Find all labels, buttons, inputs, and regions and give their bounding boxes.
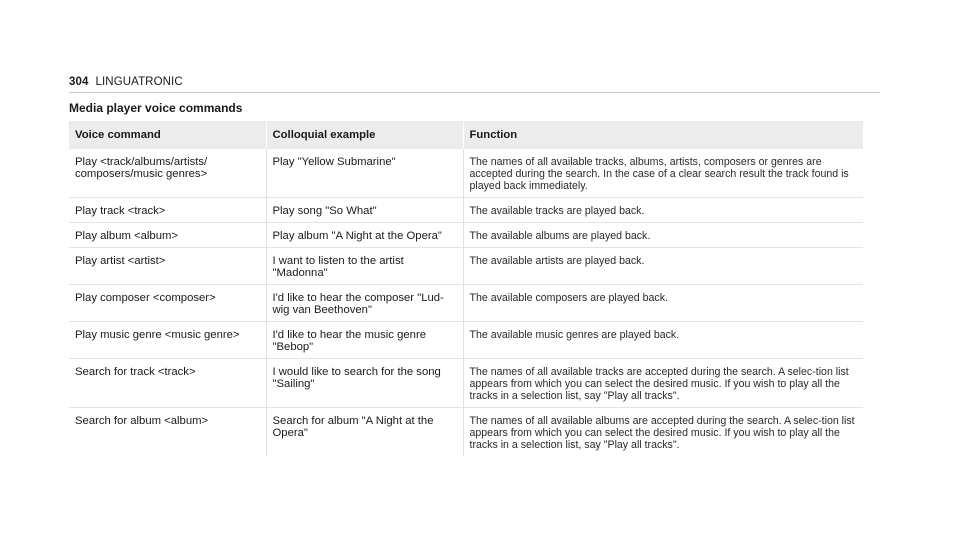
table-row: [69, 198, 863, 223]
header-divider: [69, 92, 880, 93]
cell-function: The available composers are played back.: [463, 285, 863, 322]
cell-voice-command: Play <track/albums/artists/ composers/music genres>: [69, 149, 266, 198]
cell-voice-command: Play music genre <music genre>: [69, 322, 266, 359]
cell-function: The names of all available tracks, albums, artists, composers or genres are accepted during the search. In the case of a clear search result the track found is played back immediately.: [463, 149, 863, 198]
cell-voice-command: Search for album <album>: [75, 415, 209, 427]
table-row: [69, 322, 863, 359]
cell-colloquial-example: Search for album "A Night at the Opera": [266, 408, 463, 457]
table-row: [69, 408, 863, 457]
cell-voice-command: Play track <track>: [69, 198, 266, 223]
cell-colloquial-example: Play album "A Night at the Opera": [266, 223, 463, 248]
cell-function: The available music genres are played back.: [463, 322, 863, 359]
cell-function: The available albums are played back.: [463, 223, 863, 248]
column-header-voice-command: Voice command: [69, 121, 266, 149]
column-header-function: Function: [463, 121, 863, 149]
column-header-colloquial-example: Colloquial example: [266, 121, 463, 149]
cell-voice-command: Play artist <artist>: [69, 248, 266, 285]
cell-colloquial-example: I would like to search for the song "Sailing": [266, 359, 463, 408]
table-row: [69, 223, 863, 248]
cell-function: The available tracks are played back.: [463, 198, 863, 223]
table-row: [69, 285, 863, 322]
section-title: Media player voice commands: [69, 101, 243, 115]
section-name: LINGUATRONIC: [95, 76, 183, 88]
cell-voice-command: Search for track <track>: [69, 359, 266, 408]
cell-colloquial-example: Play song "So What": [266, 198, 463, 223]
page-header: [69, 76, 183, 88]
cell-colloquial-example: I'd like to hear the composer "Lud-wig van Beethoven": [266, 285, 463, 322]
table-row: [69, 248, 863, 285]
voice-commands-table: [69, 121, 863, 456]
cell-function: The names of all available albums are accepted during the search. A selec-tion list appears from which you can select the desired music. If you wish to play all the tracks in a selection list, say "Play all tracks".: [463, 408, 863, 457]
cell-colloquial-example: Play "Yellow Submarine": [266, 149, 463, 198]
table-header-row: [69, 121, 863, 149]
cell-voice-command: Play composer <composer>: [69, 285, 266, 322]
cell-colloquial-example: I want to listen to the artist "Madonna": [266, 248, 463, 285]
table-row: [69, 149, 863, 198]
cell-colloquial-example: I'd like to hear the music genre "Bebop": [266, 322, 463, 359]
cell-voice-command: Play album <album>: [69, 223, 266, 248]
cell-function: The names of all available tracks are accepted during the search. A selec-tion list appears from which you can select the desired music. If you wish to play all the tracks in a selection list, say "Play all tracks".: [463, 359, 863, 408]
page-number: 304: [69, 76, 89, 88]
table-row: [69, 359, 863, 408]
cell-function: The available artists are played back.: [463, 248, 863, 285]
